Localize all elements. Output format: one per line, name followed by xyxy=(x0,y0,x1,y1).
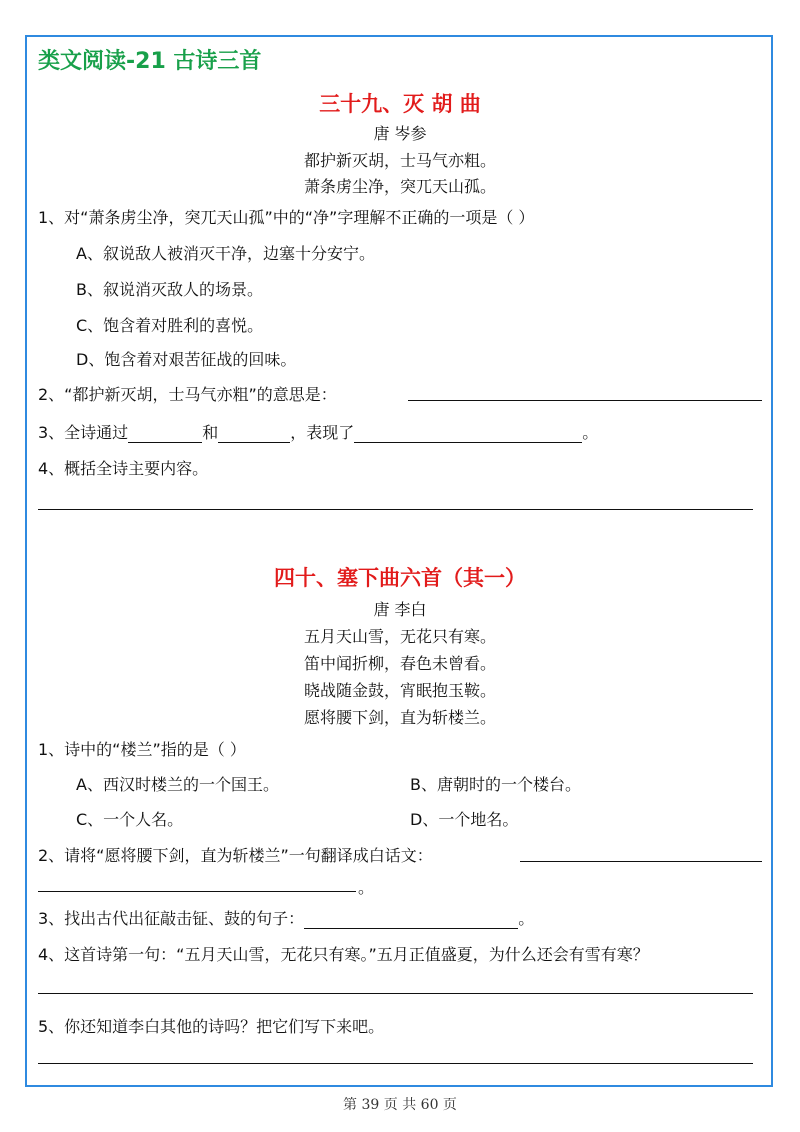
q3-text-d: 。 xyxy=(582,423,599,442)
answer-line[interactable] xyxy=(38,509,753,510)
p2-option-a: A、西汉时楼兰的一个国王。 xyxy=(76,775,279,794)
q3-text-a: 3、全诗通过 xyxy=(38,423,129,442)
q3-text: 3、找出古代出征敲击钲、鼓的句子： xyxy=(38,909,305,928)
answer-blank[interactable] xyxy=(128,424,202,443)
poem2-line: 晓战随金鼓，宵眠抱玉鞍。 xyxy=(303,681,496,700)
q3-end: 。 xyxy=(518,909,535,928)
q3-text-c: ，表现了 xyxy=(290,423,355,442)
answer-line[interactable] xyxy=(520,861,762,862)
p1-question-3 xyxy=(38,420,598,443)
answer-line[interactable] xyxy=(38,993,753,994)
p2-option-b: B、唐朝时的一个楼台。 xyxy=(410,775,581,794)
answer-blank[interactable] xyxy=(304,910,518,929)
poem1-line: 都护新灭胡，士马气亦粗。 xyxy=(303,151,496,170)
p2-question-4: 4、这首诗第一句：“五月天山雪，无花只有寒。”五月正值盛夏，为什么还会有雪有寒？ xyxy=(38,945,649,964)
p1-question-4: 4、概括全诗主要内容。 xyxy=(38,459,209,478)
p1-option-d: D、饱含着对艰苦征战的回味。 xyxy=(76,350,297,369)
p1-question-1: 1、对“萧条虏尘净，突兀天山孤”中的“净”字理解不正确的一项是（ ） xyxy=(38,208,535,227)
poem2-author: 唐 李白 xyxy=(373,600,427,619)
q3-text-b: 和 xyxy=(202,423,219,442)
p1-option-c: C、饱含着对胜利的喜悦。 xyxy=(76,316,264,335)
poem1-line: 萧条虏尘净，突兀天山孤。 xyxy=(303,177,496,196)
poem2-title: 四十、塞下曲六首（其一） xyxy=(274,566,526,590)
poem2-line: 五月天山雪，无花只有寒。 xyxy=(303,627,496,646)
p2-option-c: C、一个人名。 xyxy=(76,810,184,829)
answer-blank[interactable] xyxy=(218,424,290,443)
answer-blank[interactable] xyxy=(354,424,582,443)
p1-option-a: A、叙说敌人被消灭干净，边塞十分安宁。 xyxy=(76,244,375,263)
answer-line[interactable] xyxy=(408,400,762,401)
p1-question-2: 2、“都护新灭胡，士马气亦粗”的意思是： xyxy=(38,385,337,404)
answer-line[interactable] xyxy=(38,1063,753,1064)
poem1-title: 三十九、灭 胡 曲 xyxy=(319,92,481,116)
section-header: 类文阅读-21 古诗三首 xyxy=(38,49,262,74)
p2-q2-end: 。 xyxy=(358,878,375,897)
p1-option-b: B、叙说消灭敌人的场景。 xyxy=(76,280,263,299)
p2-question-3 xyxy=(38,906,534,929)
p2-question-2: 2、请将“愿将腰下剑，直为斩楼兰”一句翻译成白话文： xyxy=(38,846,433,865)
page-number: 第 39 页 共 60 页 xyxy=(343,1097,457,1113)
answer-line[interactable] xyxy=(38,891,356,892)
poem2-line: 愿将腰下剑，直为斩楼兰。 xyxy=(303,708,496,727)
p2-question-1: 1、诗中的“楼兰”指的是（ ） xyxy=(38,740,246,759)
p2-question-5: 5、你还知道李白其他的诗吗？把它们写下来吧。 xyxy=(38,1017,385,1036)
poem2-line: 笛中闻折柳，春色未曾看。 xyxy=(303,654,496,673)
p2-option-d: D、一个地名。 xyxy=(410,810,519,829)
poem1-author: 唐 岑参 xyxy=(373,124,427,143)
